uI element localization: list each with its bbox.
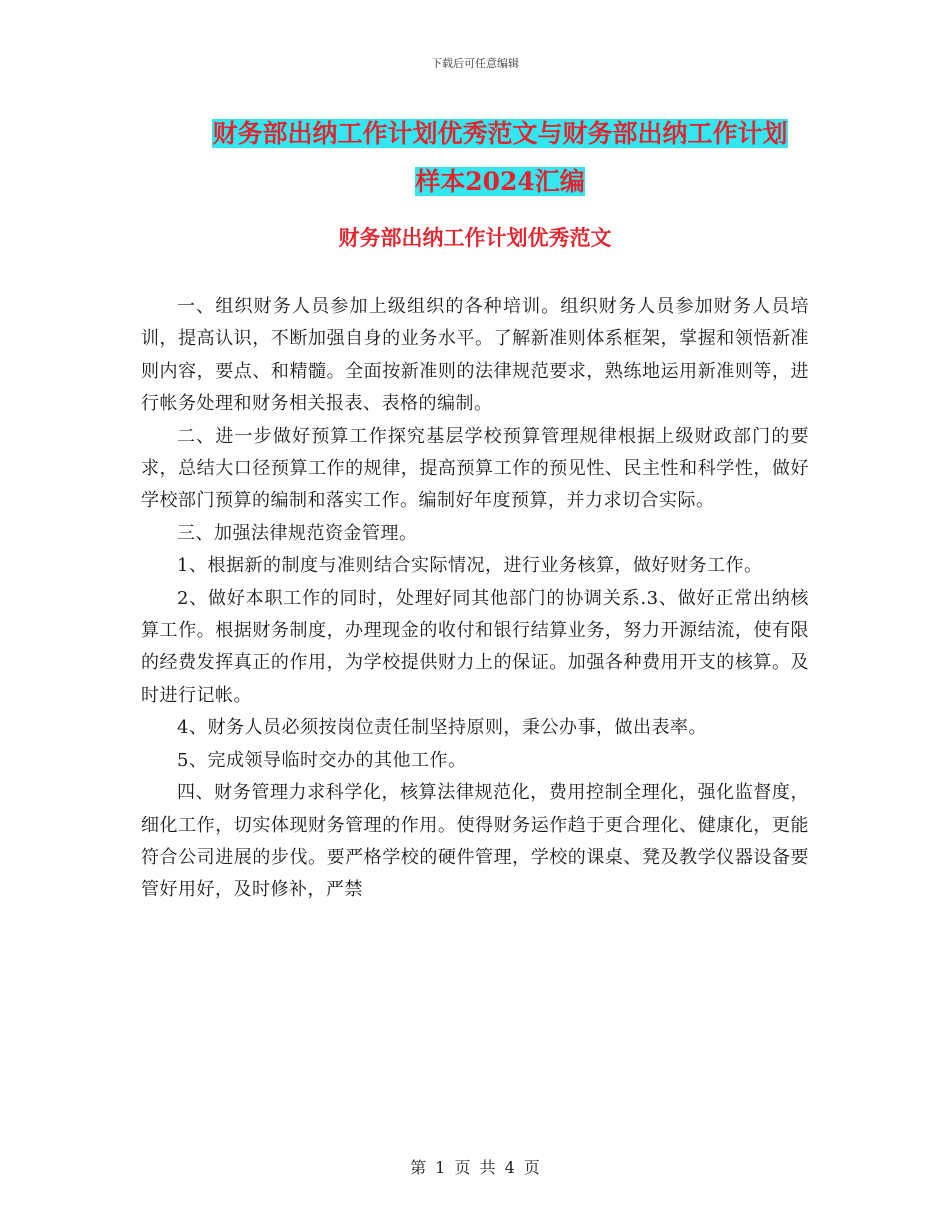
paragraph: 4、财务人员必须按岗位责任制坚持原则，秉公办事，做出表率。 bbox=[177, 717, 707, 739]
document-title-line-2: 样本2024汇编 bbox=[415, 167, 585, 196]
document-body bbox=[141, 291, 809, 907]
paragraph: 四、财务管理力求科学化，核算法律规范化，费用控制全理化，强化监督度，细化工作，切实体现财务管理的作用。使得财务运作趋于更合理化、健康化，更能符合公司进展的步伐。要严格学校的硬件管理，学校的课桌、凳及教学仪器设备要管好用好，及时修补，严禁 bbox=[141, 782, 809, 901]
header-note: 下载后可任意编辑 bbox=[431, 57, 519, 70]
paragraph: 一、组织财务人员参加上级组织的各种培训。组织财务人员参加财务人员培训，提高认识，不断加强自身的业务水平。了解新准则体系框架，掌握和领悟新准则内容，要点、和精髓。全面按新准则的法律规范要求，熟练地运用新准则等，进行帐务处理和财务相关报表、表格的编制。 bbox=[141, 296, 809, 415]
paragraph: 二、进一步做好预算工作探究基层学校预算管理规律根据上级财政部门的要求，总结大口径预算工作的规律，提高预算工作的预见性、民主性和科学性，做好学校部门预算的编制和落实工作。编制好年度预算，并力求切合实际。 bbox=[141, 425, 809, 512]
paragraph: 5、完成领导临时交办的其他工作。 bbox=[177, 749, 467, 771]
section-title: 财务部出纳工作计划优秀范文 bbox=[338, 225, 612, 250]
paragraph: 三、加强法律规范资金管理。 bbox=[177, 522, 418, 544]
paragraph: 1、根据新的制度与准则结合实际情况，进行业务核算，做好财务工作。 bbox=[177, 555, 763, 577]
paragraph: 2、做好本职工作的同时，处理好同其他部门的协调关系.3、做好正常出纳核算工作。根据财务制度，办理现金的收付和银行结算业务，努力开源结流，使有限的经费发挥真正的作用，为学校提供财力上的保证。加强各种费用开支的核算。及时进行记帐。 bbox=[141, 587, 809, 706]
document-title bbox=[140, 110, 860, 206]
document-title-line-1: 财务部出纳工作计划优秀范文与财务部出纳工作计划 bbox=[212, 119, 788, 148]
page-number-footer: 第 1 页 共 4 页 bbox=[410, 1158, 540, 1177]
